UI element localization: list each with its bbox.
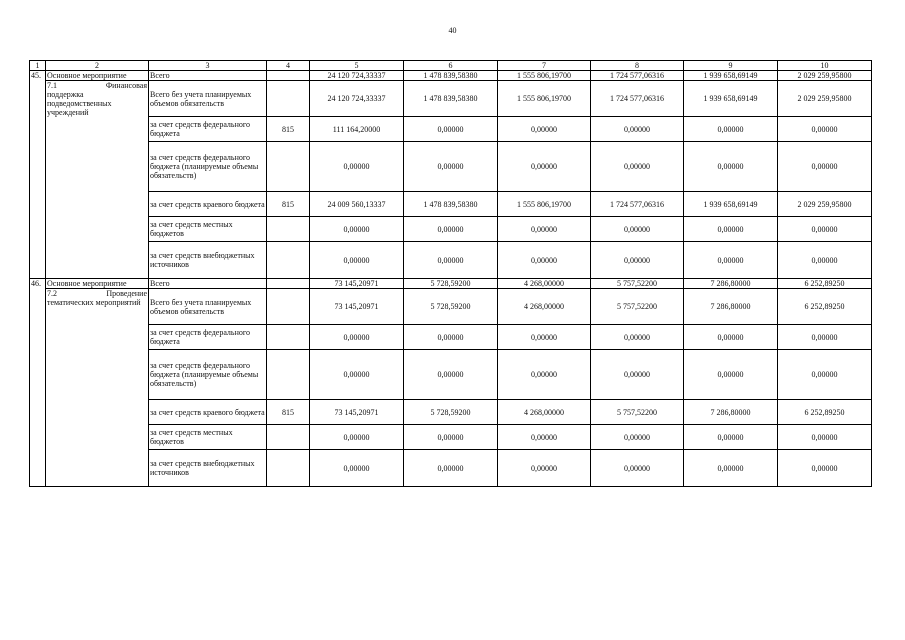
amount-cell-col8: 0,00000 <box>591 117 684 142</box>
amount-cell-col6: 1 478 839,58380 <box>404 71 498 81</box>
funding-source: за счет средств федерального бюджета <box>149 117 267 142</box>
funding-source: за счет средств внебюджетных источников <box>149 242 267 279</box>
amount-cell-col9: 0,00000 <box>684 425 778 450</box>
measure-description-text: тематических мероприятий <box>47 298 141 307</box>
amount-cell-col7: 0,00000 <box>498 450 591 487</box>
budget-code <box>267 289 310 325</box>
funding-source: за счет средств федерального бюджета (планируемые объемы обязательств) <box>149 350 267 400</box>
amount-cell-col10: 6 252,89250 <box>778 400 872 425</box>
table-row <box>30 242 872 279</box>
amount-cell-col10: 2 029 259,95800 <box>778 192 872 217</box>
amount-cell-col6: 0,00000 <box>404 117 498 142</box>
column-number-3: 3 <box>149 61 267 71</box>
measure-code-word: Финансовая <box>105 81 147 90</box>
budget-code <box>267 81 310 117</box>
amount-cell-col8: 0,00000 <box>591 242 684 279</box>
funding-source: Всего без учета планируемых объемов обязательств <box>149 81 267 117</box>
funding-source: за счет средств краевого бюджета <box>149 400 267 425</box>
amount-cell-col8: 0,00000 <box>591 142 684 192</box>
amount-cell-col10: 0,00000 <box>778 325 872 350</box>
amount-cell-col10: 0,00000 <box>778 217 872 242</box>
amount-cell-col8: 5 757,52200 <box>591 400 684 425</box>
amount-cell-col6: 1 478 839,58380 <box>404 192 498 217</box>
table-row <box>30 142 872 192</box>
funding-source: Всего <box>149 279 267 289</box>
amount-cell-col6: 0,00000 <box>404 242 498 279</box>
column-number-4: 4 <box>267 61 310 71</box>
amount-cell-col5: 0,00000 <box>310 217 404 242</box>
amount-cell-col6: 1 478 839,58380 <box>404 81 498 117</box>
amount-cell-col5: 73 145,20971 <box>310 279 404 289</box>
amount-cell-col6: 0,00000 <box>404 425 498 450</box>
amount-cell-col8: 5 757,52200 <box>591 279 684 289</box>
table-row <box>30 350 872 400</box>
amount-cell-col5: 0,00000 <box>310 242 404 279</box>
budget-code <box>267 217 310 242</box>
measure-title: Основное мероприятие <box>46 279 149 289</box>
table-row <box>30 400 872 425</box>
funding-source: Всего <box>149 71 267 81</box>
amount-cell-col6: 0,00000 <box>404 325 498 350</box>
funding-source: Всего без учета планируемых объемов обязательств <box>149 289 267 325</box>
amount-cell-col7: 0,00000 <box>498 142 591 192</box>
column-number-row <box>30 61 872 71</box>
budget-code <box>267 450 310 487</box>
amount-cell-col7: 0,00000 <box>498 350 591 400</box>
amount-cell-col8: 0,00000 <box>591 450 684 487</box>
budget-code <box>267 142 310 192</box>
measure-description <box>46 81 149 279</box>
funding-source: за счет средств внебюджетных источников <box>149 450 267 487</box>
table-row <box>30 81 872 117</box>
funding-source: за счет средств федерального бюджета (планируемые объемы обязательств) <box>149 142 267 192</box>
budget-code <box>267 71 310 81</box>
amount-cell-col7: 0,00000 <box>498 425 591 450</box>
amount-cell-col7: 4 268,00000 <box>498 289 591 325</box>
amount-cell-col7: 4 268,00000 <box>498 279 591 289</box>
amount-cell-col9: 0,00000 <box>684 450 778 487</box>
funding-source: за счет средств местных бюджетов <box>149 217 267 242</box>
table-row <box>30 450 872 487</box>
budget-table <box>29 60 872 487</box>
amount-cell-col5: 0,00000 <box>310 425 404 450</box>
table-row <box>30 71 872 81</box>
budget-code: 815 <box>267 400 310 425</box>
table-row <box>30 425 872 450</box>
amount-cell-col9: 0,00000 <box>684 350 778 400</box>
amount-cell-col8: 0,00000 <box>591 217 684 242</box>
amount-cell-col5: 111 164,20000 <box>310 117 404 142</box>
amount-cell-col9: 0,00000 <box>684 325 778 350</box>
amount-cell-col9: 1 939 658,69149 <box>684 81 778 117</box>
amount-cell-col10: 0,00000 <box>778 425 872 450</box>
column-number-7: 7 <box>498 61 591 71</box>
amount-cell-col7: 0,00000 <box>498 242 591 279</box>
amount-cell-col9: 7 286,80000 <box>684 279 778 289</box>
amount-cell-col8: 1 724 577,06316 <box>591 71 684 81</box>
amount-cell-col9: 1 939 658,69149 <box>684 71 778 81</box>
measure-code-line <box>47 81 147 90</box>
measure-description-text: поддержка подведомственных учреждений <box>47 90 112 117</box>
amount-cell-col6: 5 728,59200 <box>404 279 498 289</box>
amount-cell-col8: 1 724 577,06316 <box>591 192 684 217</box>
amount-cell-col7: 0,00000 <box>498 217 591 242</box>
amount-cell-col5: 73 145,20971 <box>310 400 404 425</box>
page-number: 40 <box>448 26 457 35</box>
amount-cell-col9: 1 939 658,69149 <box>684 192 778 217</box>
amount-cell-col10: 0,00000 <box>778 142 872 192</box>
amount-cell-col9: 7 286,80000 <box>684 289 778 325</box>
budget-code <box>267 425 310 450</box>
column-number-6: 6 <box>404 61 498 71</box>
amount-cell-col5: 24 009 560,13337 <box>310 192 404 217</box>
table-row <box>30 117 872 142</box>
budget-code: 815 <box>267 192 310 217</box>
amount-cell-col10: 2 029 259,95800 <box>778 81 872 117</box>
amount-cell-col6: 0,00000 <box>404 142 498 192</box>
amount-cell-col8: 1 724 577,06316 <box>591 81 684 117</box>
amount-cell-col8: 5 757,52200 <box>591 289 684 325</box>
amount-cell-col10: 2 029 259,95800 <box>778 71 872 81</box>
amount-cell-col6: 0,00000 <box>404 350 498 400</box>
column-number-10: 10 <box>778 61 872 71</box>
amount-cell-col5: 24 120 724,33337 <box>310 71 404 81</box>
budget-code <box>267 325 310 350</box>
amount-cell-col9: 7 286,80000 <box>684 400 778 425</box>
amount-cell-col7: 0,00000 <box>498 325 591 350</box>
amount-cell-col9: 0,00000 <box>684 117 778 142</box>
amount-cell-col7: 1 555 806,19700 <box>498 71 591 81</box>
table-row <box>30 279 872 289</box>
column-number-5: 5 <box>310 61 404 71</box>
funding-source: за счет средств федерального бюджета <box>149 325 267 350</box>
column-number-8: 8 <box>591 61 684 71</box>
amount-cell-col9: 0,00000 <box>684 217 778 242</box>
column-number-9: 9 <box>684 61 778 71</box>
table-row <box>30 325 872 350</box>
budget-code <box>267 279 310 289</box>
amount-cell-col5: 73 145,20971 <box>310 289 404 325</box>
amount-cell-col10: 6 252,89250 <box>778 289 872 325</box>
measure-code: 7.1 <box>47 81 57 90</box>
amount-cell-col10: 0,00000 <box>778 117 872 142</box>
amount-cell-col8: 0,00000 <box>591 325 684 350</box>
measure-number: 46. <box>30 279 46 487</box>
amount-cell-col6: 0,00000 <box>404 217 498 242</box>
amount-cell-col5: 0,00000 <box>310 350 404 400</box>
funding-source: за счет средств местных бюджетов <box>149 425 267 450</box>
measure-code: 7.2 <box>47 289 57 298</box>
amount-cell-col10: 6 252,89250 <box>778 279 872 289</box>
column-number-2: 2 <box>46 61 149 71</box>
amount-cell-col5: 0,00000 <box>310 325 404 350</box>
amount-cell-col6: 5 728,59200 <box>404 289 498 325</box>
amount-cell-col7: 4 268,00000 <box>498 400 591 425</box>
amount-cell-col5: 0,00000 <box>310 142 404 192</box>
amount-cell-col8: 0,00000 <box>591 425 684 450</box>
amount-cell-col7: 1 555 806,19700 <box>498 192 591 217</box>
column-number-1: 1 <box>30 61 46 71</box>
amount-cell-col6: 0,00000 <box>404 450 498 487</box>
measure-title: Основное мероприятие <box>46 71 149 81</box>
budget-code: 815 <box>267 117 310 142</box>
budget-code <box>267 242 310 279</box>
table-row <box>30 217 872 242</box>
measure-number: 45. <box>30 71 46 279</box>
amount-cell-col5: 0,00000 <box>310 450 404 487</box>
amount-cell-col5: 24 120 724,33337 <box>310 81 404 117</box>
measure-code-line <box>47 289 147 298</box>
amount-cell-col10: 0,00000 <box>778 242 872 279</box>
amount-cell-col7: 0,00000 <box>498 117 591 142</box>
amount-cell-col10: 0,00000 <box>778 450 872 487</box>
table-body <box>30 61 872 487</box>
amount-cell-col8: 0,00000 <box>591 350 684 400</box>
table-row <box>30 289 872 325</box>
amount-cell-col9: 0,00000 <box>684 142 778 192</box>
funding-source: за счет средств краевого бюджета <box>149 192 267 217</box>
measure-code-word: Проведение <box>106 289 147 298</box>
amount-cell-col10: 0,00000 <box>778 350 872 400</box>
budget-code <box>267 350 310 400</box>
amount-cell-col6: 5 728,59200 <box>404 400 498 425</box>
amount-cell-col7: 1 555 806,19700 <box>498 81 591 117</box>
measure-description <box>46 289 149 487</box>
amount-cell-col9: 0,00000 <box>684 242 778 279</box>
table-row <box>30 192 872 217</box>
